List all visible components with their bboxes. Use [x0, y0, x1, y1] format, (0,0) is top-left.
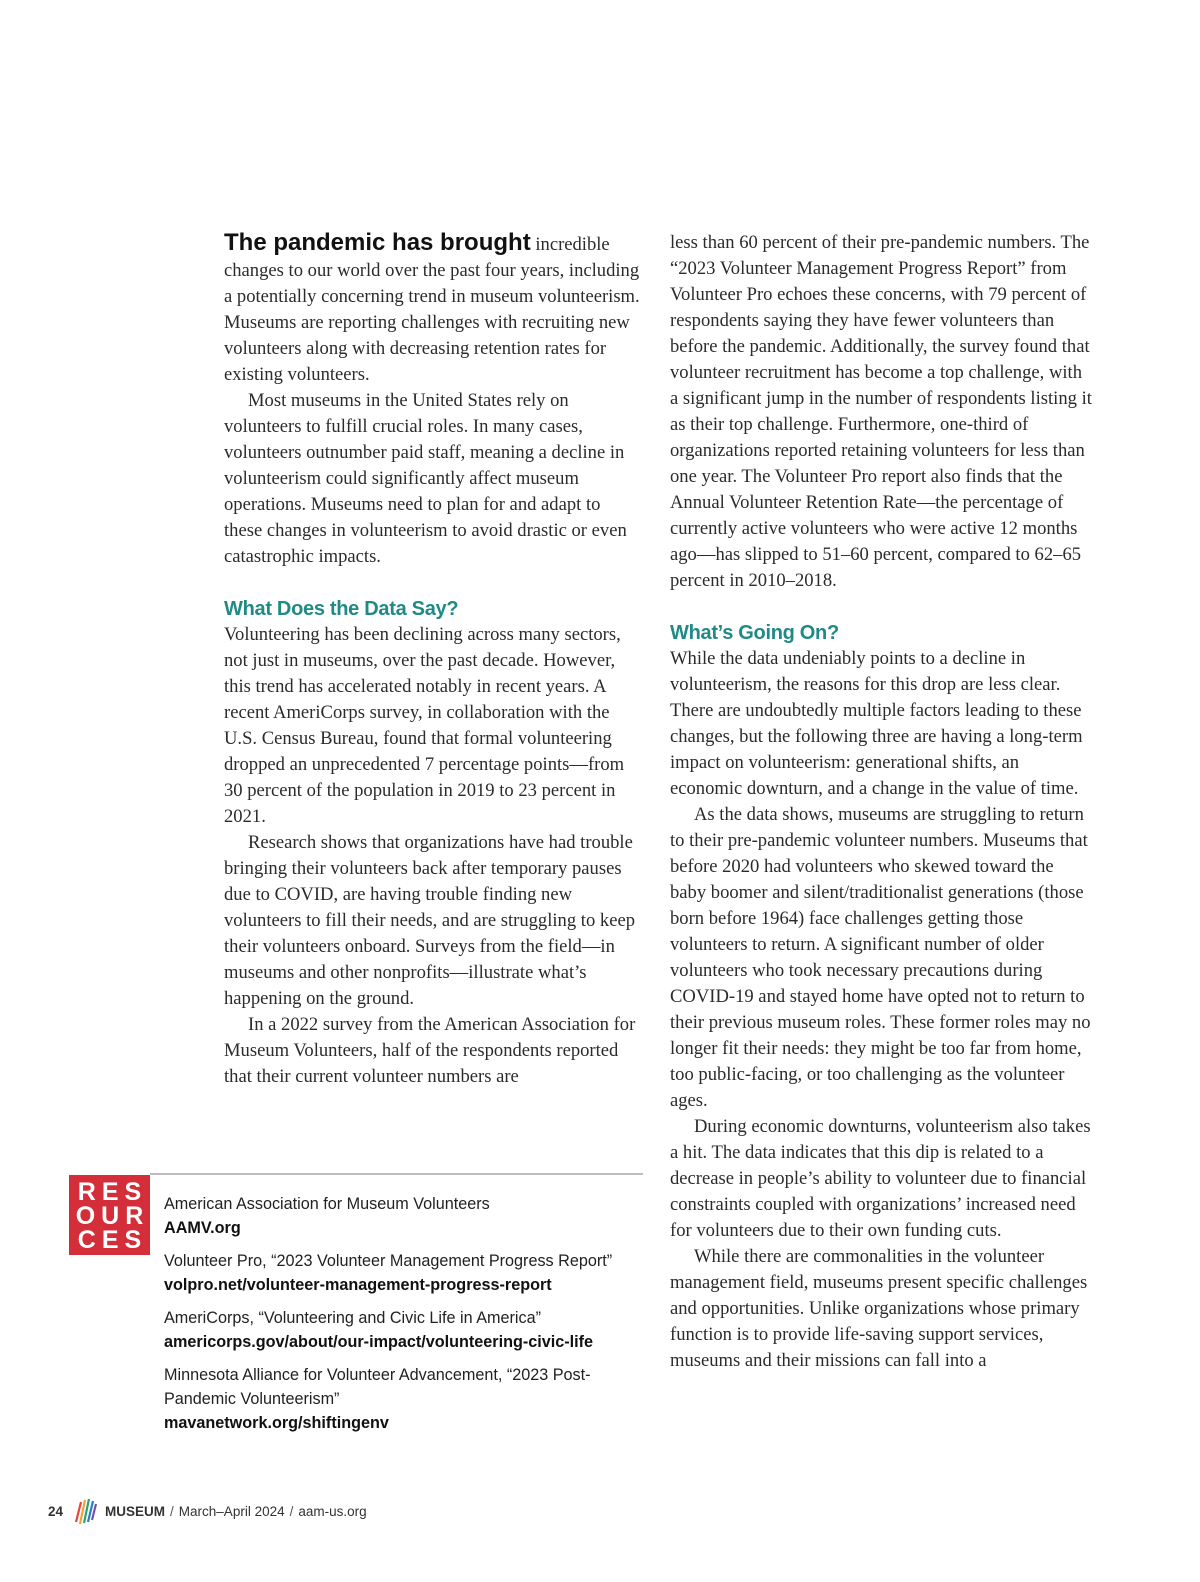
resources-badge: [69, 1175, 150, 1255]
body-paragraph: Volunteering has been declining across many sectors, not just in museums, over the past decade. However, this trend has accelerated notably in recent years. A recent AmeriCorps survey, in collaboration with the U.S. Census Bureau, found that formal volunteering dropped an unprecedented 7 percentage points—from 30 percent of the population in 2019 to 23 percent in 2021.: [224, 624, 625, 827]
body-paragraph: Most museums in the United States rely on volunteers to fulfill crucial roles. In many cases, volunteers outnumber paid staff, meaning a decline in volunteerism could significantly affect museum operations. Museums need to plan for and adapt to these changes in volunteerism to avoid drastic or even catastrophic impacts.: [224, 390, 627, 567]
badge-line: CES: [77, 1226, 148, 1254]
page-footer: [48, 1496, 367, 1526]
section-heading-going-on: What’s Going On?: [670, 622, 839, 644]
issue-date: March–April 2024: [178, 1503, 285, 1519]
right-column: [670, 230, 1094, 1374]
publication-name: MUSEUM: [105, 1503, 166, 1519]
resource-link[interactable]: americorps.gov/about/our-impact/volunteering-civic-life: [164, 1333, 594, 1351]
body-paragraph: While there are commonalities in the volunteer management field, museums present specific challenges and opportunities. Unlike organizations whose primary function is to provide life-saving support services, museums and their missions can fall into a: [670, 1246, 1088, 1371]
footer-separator: /: [289, 1503, 294, 1519]
left-column: [224, 230, 642, 1090]
resources-list: [164, 1192, 654, 1444]
resource-source: American Association for Museum Volunteers: [164, 1195, 490, 1213]
body-paragraph: During economic downturns, volunteerism also takes a hit. The data indicates that this dip is related to a decrease in people’s ability to volunteer due to financial constraints coupled with organizations’ increased need for volunteers due to their own funding cuts.: [670, 1116, 1091, 1241]
aam-stripes-logo-icon: [73, 1496, 99, 1526]
badge-line: RES: [77, 1178, 148, 1206]
resource-item: [164, 1363, 654, 1435]
section-heading-data: What Does the Data Say?: [224, 598, 459, 620]
site-url[interactable]: aam-us.org: [298, 1503, 367, 1519]
lead-in: The pandemic has brought: [224, 229, 531, 256]
resource-item: [164, 1249, 654, 1297]
body-paragraph: Research shows that organizations have had trouble bringing their volunteers back after temporary pauses due to COVID, are having trouble finding new volunteers to fill their needs, and are struggling to keep their volunteers onboard. Surveys from the field—in museums and other nonprofits—illustrate what’s happening on the ground.: [224, 832, 636, 1009]
body-paragraph: less than 60 percent of their pre-pandemic numbers. The “2023 Volunteer Management Progress Report” from Volunteer Pro echoes these concerns, with 79 percent of respondents saying they have fewer volunteers than before the pandemic. Additionally, the survey found that volunteer recruitment has become a top challenge, with a significant jump in the number of respondents listing it as their top challenge. Furthermore, one-third of organizations reported retaining volunteers for less than one year. The Volunteer Pro report also finds that the Annual Volunteer Retention Rate—the percentage of currently active volunteers who were active 12 months ago—has slipped to 51–60 percent, compared to 62–65 percent in 2010–2018.: [670, 232, 1092, 591]
lead-text: incredible changes to our world over the past four years, including a potentially concerning trend in museum volunteerism. Museums are reporting challenges with recruiting new volunteers along with decreasing retention rates for existing volunteers.: [224, 234, 640, 385]
body-paragraph: While the data undeniably points to a decline in volunteerism, the reasons for this drop are less clear. There are undoubtedly multiple factors leading to these changes, but the following three are having a long-term impact on volunteerism: generational shifts, an economic downturn, and a change in the value of time.: [670, 648, 1083, 799]
resource-link[interactable]: mavanetwork.org/shiftingenv: [164, 1414, 389, 1432]
page-number: 24: [48, 1503, 64, 1519]
resources-divider: [150, 1173, 643, 1175]
resource-source: Minnesota Alliance for Volunteer Advancement, “2023 Post-Pandemic Volunteerism”: [164, 1366, 591, 1408]
body-paragraph: As the data shows, museums are struggling to return to their pre-pandemic volunteer numbers. Museums that before 2020 had volunteers who skewed toward the baby boomer and silent/traditionalist generations (those born before 1964) face challenges getting those volunteers to return. A significant number of older volunteers who took necessary precautions during COVID-19 and stayed home have opted not to return to their previous museum roles. These former roles may no longer fit their needs: they might be too far from home, too public-facing, or too challenging as the volunteer ages.: [670, 804, 1091, 1111]
lead-paragraph: [224, 230, 642, 388]
footer-separator: /: [170, 1503, 174, 1519]
resource-link[interactable]: volpro.net/volunteer-management-progress-report: [164, 1276, 552, 1294]
resource-source: Volunteer Pro, “2023 Volunteer Management Progress Report”: [164, 1252, 613, 1270]
badge-line: OUR: [75, 1202, 150, 1230]
resource-source: AmeriCorps, “Volunteering and Civic Life in America”: [164, 1309, 541, 1327]
body-paragraph: In a 2022 survey from the American Association for Museum Volunteers, half of the respondents reported that their current volunteer numbers are: [224, 1014, 636, 1087]
resource-item: [164, 1192, 654, 1240]
resource-link[interactable]: AAMV.org: [164, 1219, 241, 1237]
resource-item: [164, 1306, 654, 1354]
